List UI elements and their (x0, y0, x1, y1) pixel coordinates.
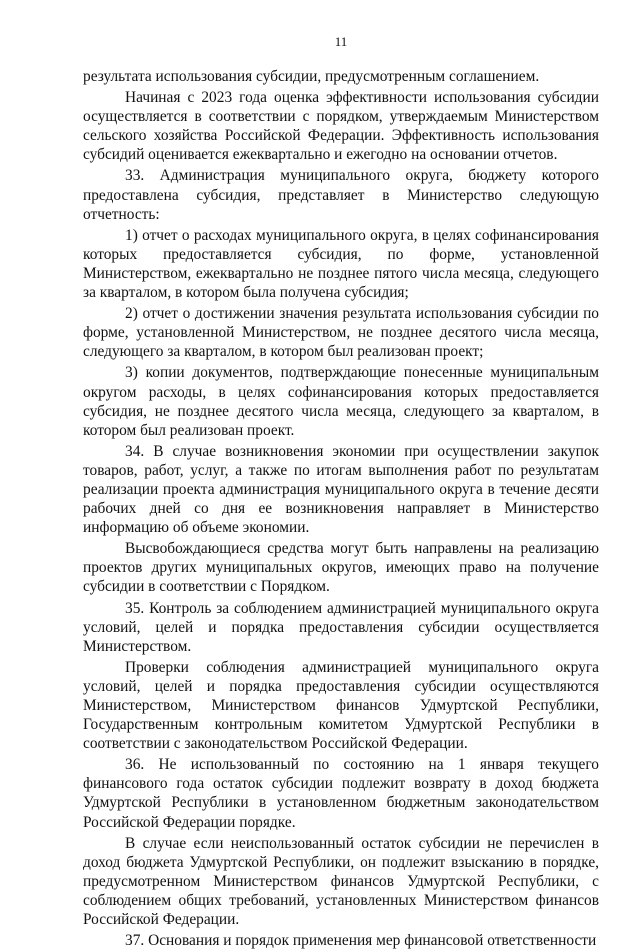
paragraph-unused-balance: В случае если неиспользованный остаток субсидии не перечислен в доход бюджета Удмуртской Республики, он подлежит взысканию в порядке, предусмотренном Министерством финансов Удмуртской Республики, с соблюдением общих требований, установленных Министерством финансов Российской Федерации. (83, 834, 599, 929)
paragraph-released-funds: Высвобождающиеся средства могут быть направлены на реализацию проектов других муниципальных округов, имеющих право на получение субсидии в соответствии с Порядком. (83, 540, 599, 596)
paragraph-item-35: 35. Контроль за соблюдением администрацией муниципального округа условий, целей и порядка предоставления субсидии осуществляется Министерством. (83, 599, 599, 655)
paragraph-continuation: результата использования субсидии, предусмотренным соглашением. (83, 68, 540, 85)
paragraph-inspections: Проверки соблюдения администрацией муниципального округа условий, целей и порядка предоставления субсидии осуществляются Министерством, Министерством финансов Удмуртской Республики, Государственным контрольным комитетом Удмуртской Республики в соответствии с законодательством Российской Федерации. (83, 658, 599, 753)
paragraph-item-36: 36. Не использованный по состоянию на 1 января текущего финансового года остаток субсидии подлежит возврату в доход бюджета Удмуртской Республики в установленном бюджетным законодательством Российской Федерации порядке. (83, 756, 599, 831)
paragraph-item-33: 33. Администрация муниципального округа, бюджету которого предоставлена субсидия, представляет в Министерство следующую отчетность: (83, 167, 599, 223)
paragraph-efficiency-assessment: Начиная с 2023 года оценка эффективности использования субсидии осуществляется в соответствии с порядком, утверждаемым Министерством сельского хозяйства Российской Федерации. Эффективность использования субсидий оценивается ежеквартально и ежегодно на основании отчетов. (83, 89, 599, 164)
paragraph-item-34: 34. В случае возникновения экономии при осуществлении закупок товаров, работ, услуг, а также по итогам выполнения работ по результатам реализации проекта администрация муниципального округа в течение десяти рабочих дней со дня ее возникновения направляет в Министерство информацию об объеме экономии. (83, 442, 599, 537)
paragraph-document-copies: 3) копии документов, подтверждающие понесенные муниципальным округом расходы, в целях софинансирования которых предоставляется субсидия, не позднее десятого числа месяца, следующего за кварталом, в котором был реализован проект. (83, 364, 599, 439)
document-page (83, 34, 599, 950)
paragraph-report-expenses: 1) отчет о расходах муниципального округа, в целях софинансирования которых предоставляется субсидия, по форме, установленной Министерством, ежеквартально не позднее пятого числа месяца, следующего за кварталом, в котором была получена субсидия; (83, 226, 599, 302)
paragraph-item-37: 37. Основания и порядок применения мер финансовой ответственности (125, 932, 597, 950)
paragraph-report-result: 2) отчет о достижении значения результата использования субсидии по форме, установленной Министерством, не позднее десятого числа месяца, следующего за кварталом, в котором был реализован проект; (83, 305, 599, 361)
page-number: 11 (334, 34, 348, 49)
